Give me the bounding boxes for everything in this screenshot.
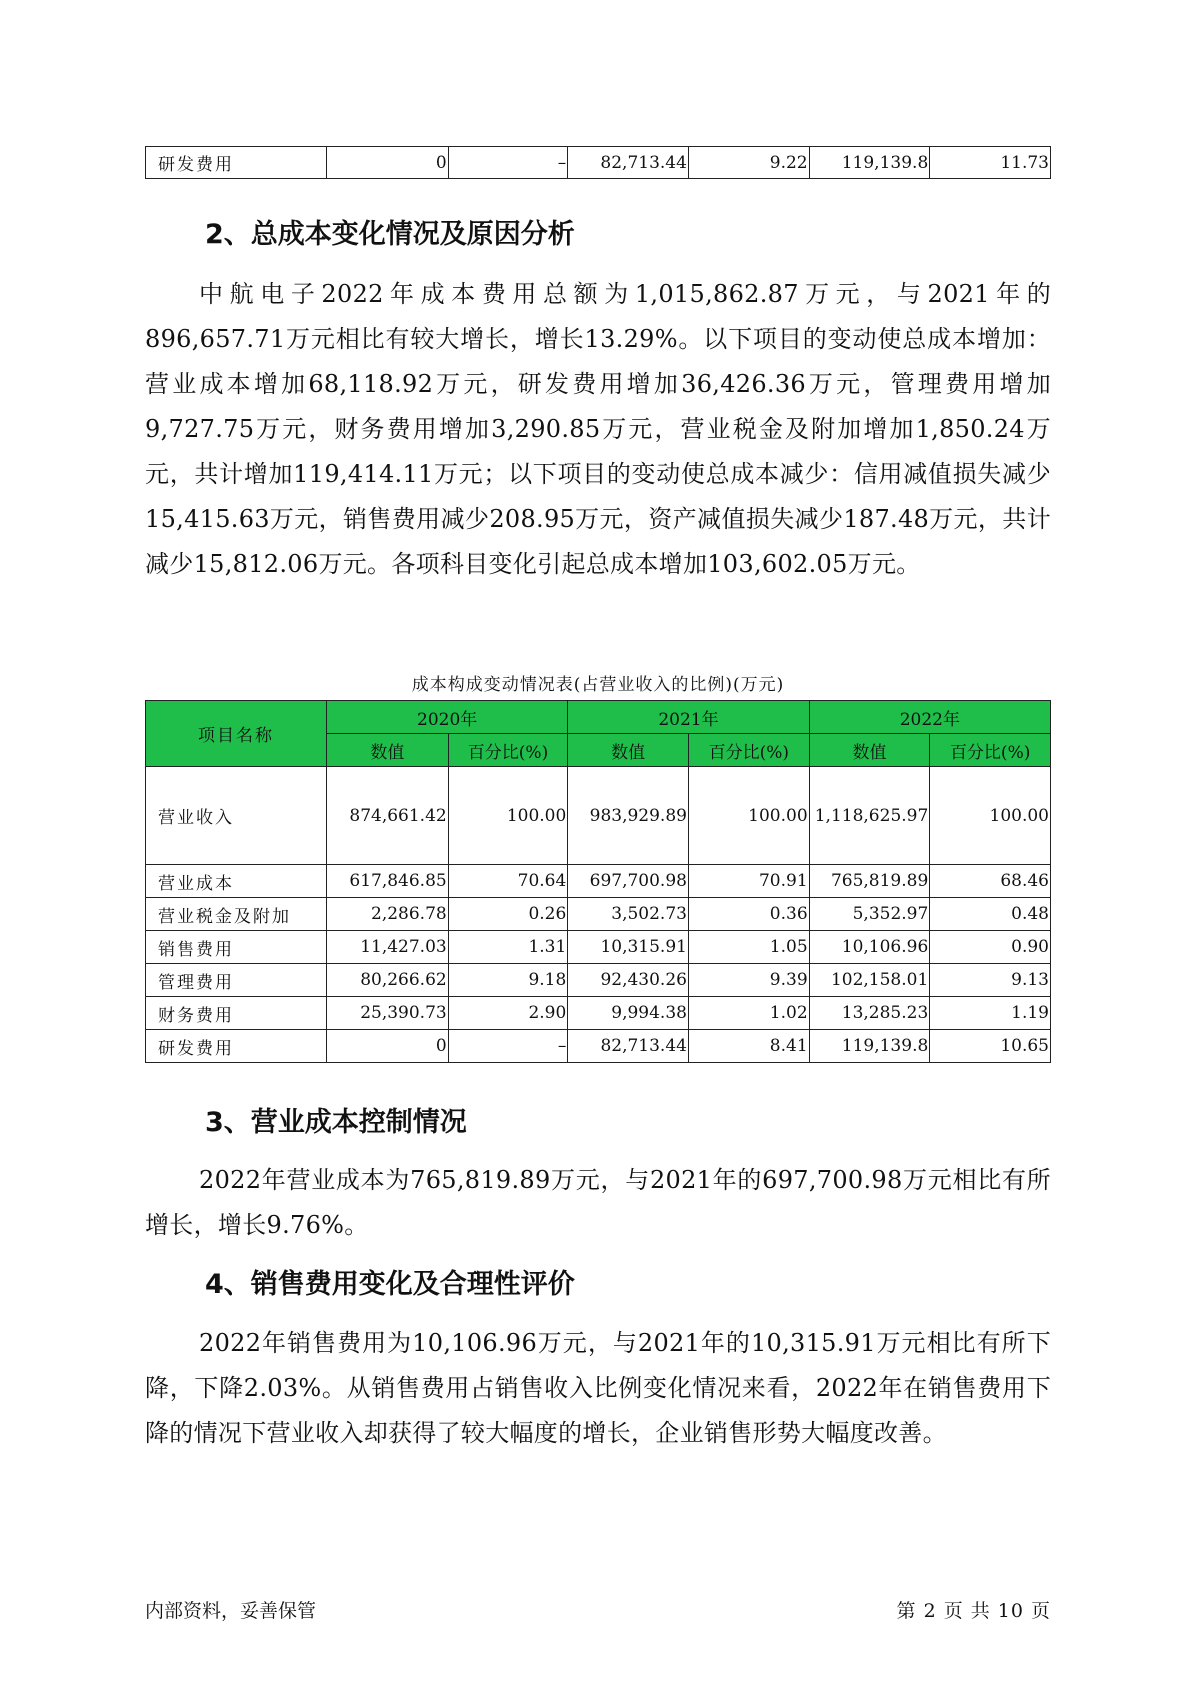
header-pct-2021: 百分比(%)	[688, 734, 809, 767]
value-2022: 102,158.01	[809, 964, 930, 997]
section-heading-operating-cost: 3、营业成本控制情况	[205, 1107, 467, 1138]
pct-2020: 2.90	[448, 997, 568, 1030]
pct-2020: 0.26	[448, 898, 568, 931]
pct-2022: 9.13	[930, 964, 1051, 997]
pct-2021: 9.39	[688, 964, 809, 997]
header-year-2021: 2021年	[568, 701, 809, 734]
pct-2020: 70.64	[448, 865, 568, 898]
table-row	[146, 964, 1051, 997]
pct-2020: –	[448, 147, 568, 179]
value-2020: 25,390.73	[326, 997, 448, 1030]
footer-confidential-note: 内部资料，妥善保管	[145, 1600, 317, 1622]
value-2020: 0	[326, 1030, 448, 1063]
table-row	[146, 898, 1051, 931]
table-header-row	[146, 701, 1051, 734]
header-pct-2020: 百分比(%)	[448, 734, 568, 767]
header-value-2021: 数值	[568, 734, 689, 767]
pct-2021: 1.02	[688, 997, 809, 1030]
value-2021: 82,713.44	[568, 147, 689, 179]
row-name: 研发费用	[146, 1030, 327, 1063]
pct-2022: 10.65	[930, 1030, 1051, 1063]
pct-2021: 9.22	[688, 147, 809, 179]
table-row	[146, 1030, 1051, 1063]
value-2020: 617,846.85	[326, 865, 448, 898]
pct-2022: 0.90	[930, 931, 1051, 964]
header-pct-2022: 百分比(%)	[930, 734, 1051, 767]
cost-structure-table	[145, 700, 1051, 1063]
footer-page-number: 第 2 页 共 10 页	[896, 1600, 1051, 1622]
header-year-2020: 2020年	[326, 701, 567, 734]
row-name: 营业税金及附加	[146, 898, 327, 931]
section-paragraph-total-cost: 中航电子2022年成本费用总额为1,015,862.87万元，与2021年的896,657.71万元相比有较大增长，增长13.29%。以下项目的变动使总成本增加：营业成本增加68,118.92万元，研发费用增加36,426.36万元，管理费用增加9,727.75万元，财务费用增加3,290.85万元，营业税金及附加增加1,850.24万元，共计增加119,414.11万元；以下项目的变动使总成本减少：信用减值损失减少15,415.63万元，销售费用减少208.95万元，资产减值损失减少187.48万元，共计减少15,812.06万元。各项科目变化引起总成本增加103,602.05万元。	[145, 280, 1051, 578]
value-2021: 82,713.44	[568, 1030, 689, 1063]
row-name: 营业收入	[146, 767, 327, 865]
value-2021: 10,315.91	[568, 931, 689, 964]
pct-2022: 68.46	[930, 865, 1051, 898]
value-2020: 0	[326, 147, 448, 179]
section-heading-total-cost: 2、总成本变化情况及原因分析	[205, 219, 575, 250]
table-row	[146, 865, 1051, 898]
pct-2020: 100.00	[448, 767, 568, 865]
pct-2021: 8.41	[688, 1030, 809, 1063]
value-2021: 92,430.26	[568, 964, 689, 997]
pct-2020: 9.18	[448, 964, 568, 997]
table-row	[146, 767, 1051, 865]
pct-2022: 1.19	[930, 997, 1051, 1030]
row-name: 财务费用	[146, 997, 327, 1030]
row-name: 营业成本	[146, 865, 327, 898]
table-row	[146, 931, 1051, 964]
table-row	[146, 997, 1051, 1030]
pct-2021: 1.05	[688, 931, 809, 964]
pct-2021: 0.36	[688, 898, 809, 931]
value-2021: 3,502.73	[568, 898, 689, 931]
value-2022: 119,139.8	[809, 1030, 930, 1063]
top-cost-table-fragment	[145, 146, 1051, 179]
value-2021: 9,994.38	[568, 997, 689, 1030]
pct-2020: 1.31	[448, 931, 568, 964]
value-2022: 765,819.89	[809, 865, 930, 898]
pct-2022: 11.73	[930, 147, 1051, 179]
value-2022: 10,106.96	[809, 931, 930, 964]
table-caption: 成本构成变动情况表(占营业收入的比例)(万元)	[411, 675, 785, 695]
value-2020: 80,266.62	[326, 964, 448, 997]
pct-2020: –	[448, 1030, 568, 1063]
value-2022: 119,139.8	[809, 147, 930, 179]
header-item-name: 项目名称	[146, 701, 327, 767]
value-2022: 1,118,625.97	[809, 767, 930, 865]
header-year-2022: 2022年	[809, 701, 1050, 734]
section-paragraph-sales-expense: 2022年销售费用为10,106.96万元，与2021年的10,315.91万元相比有所下降，下降2.03%。从销售费用占销售收入比例变化情况来看，2022年在销售费用下降的情况下营业收入却获得了较大幅度的增长，企业销售形势大幅度改善。	[145, 1329, 1051, 1447]
row-name: 研发费用	[146, 147, 327, 179]
row-name: 销售费用	[146, 931, 327, 964]
value-2020: 2,286.78	[326, 898, 448, 931]
value-2020: 874,661.42	[326, 767, 448, 865]
pct-2022: 0.48	[930, 898, 1051, 931]
value-2021: 697,700.98	[568, 865, 689, 898]
row-name: 管理费用	[146, 964, 327, 997]
value-2021: 983,929.89	[568, 767, 689, 865]
value-2020: 11,427.03	[326, 931, 448, 964]
table-row	[146, 147, 1051, 179]
pct-2021: 70.91	[688, 865, 809, 898]
header-value-2022: 数值	[809, 734, 930, 767]
value-2022: 5,352.97	[809, 898, 930, 931]
section-paragraph-operating-cost: 2022年营业成本为765,819.89万元，与2021年的697,700.98万元相比有所增长，增长9.76%。	[145, 1166, 1051, 1239]
value-2022: 13,285.23	[809, 997, 930, 1030]
pct-2022: 100.00	[930, 767, 1051, 865]
header-value-2020: 数值	[326, 734, 448, 767]
section-heading-sales-expense: 4、销售费用变化及合理性评价	[205, 1269, 575, 1300]
pct-2021: 100.00	[688, 767, 809, 865]
